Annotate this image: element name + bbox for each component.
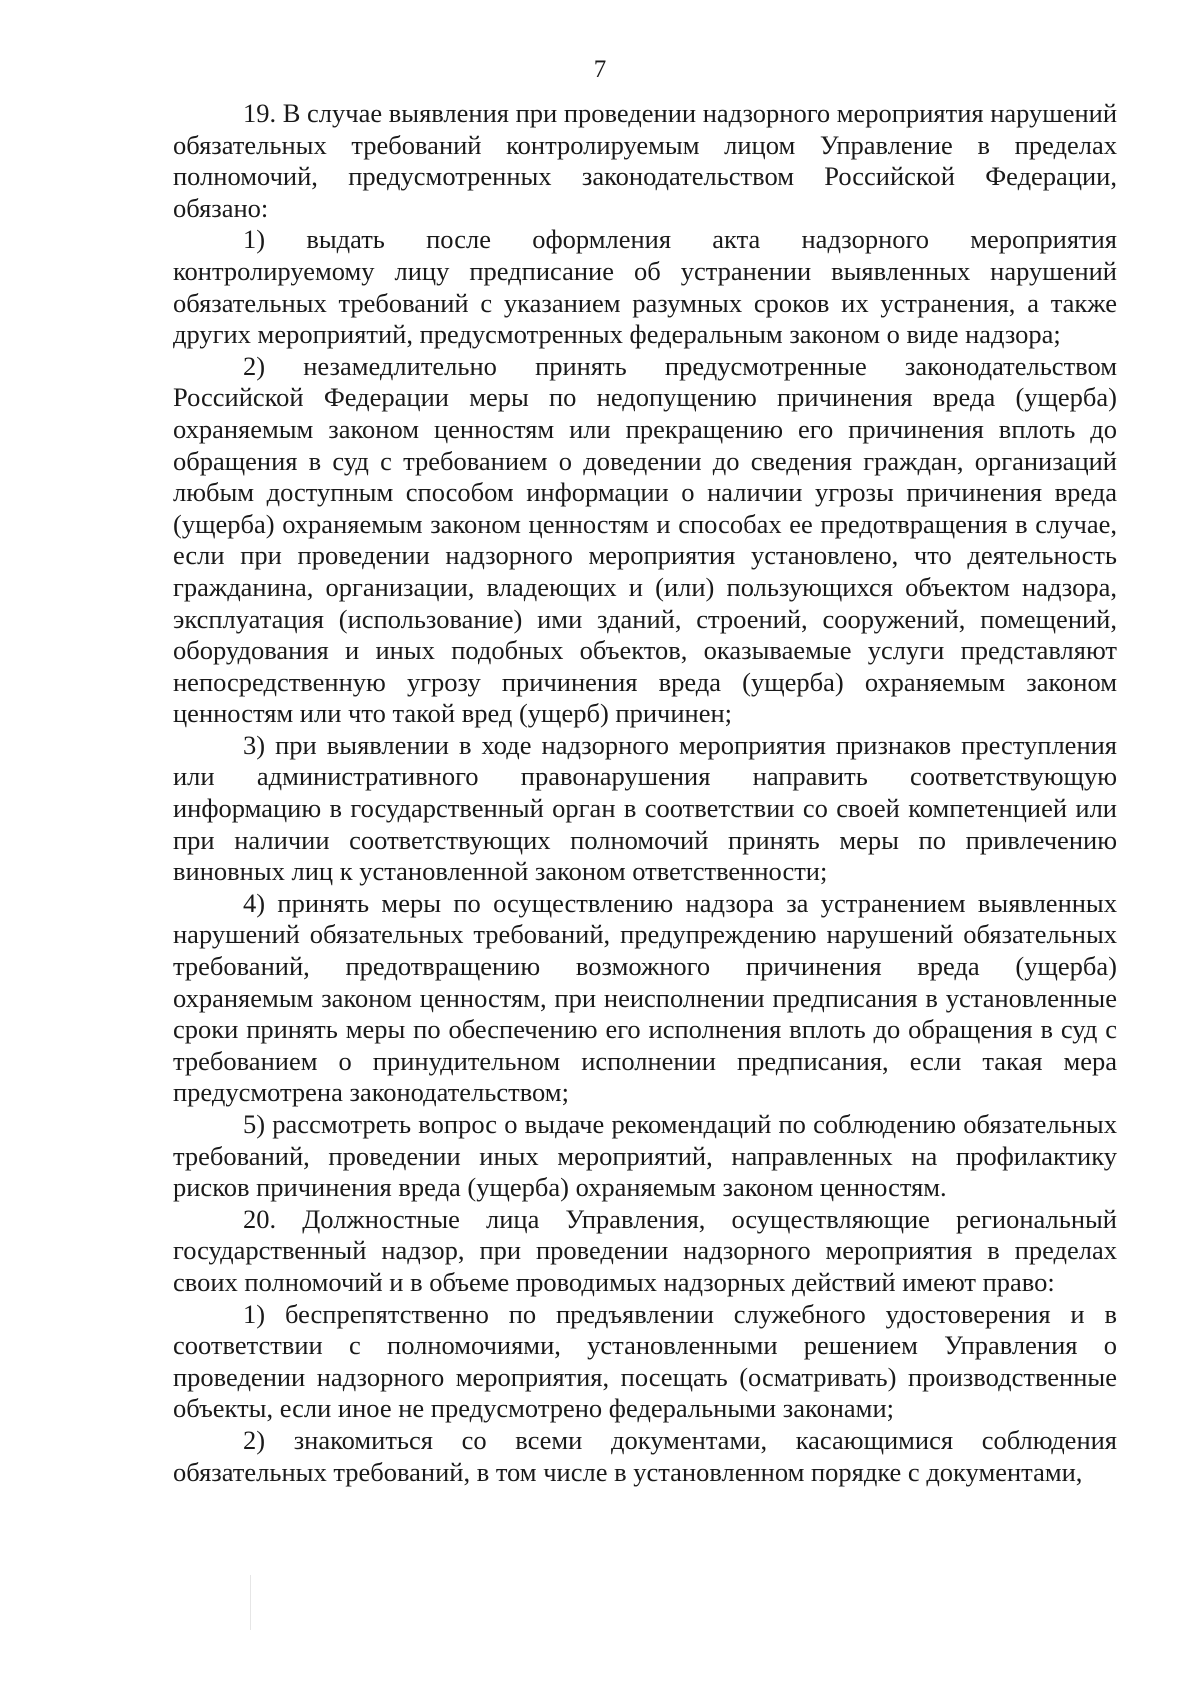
paragraph-20-item-1: 1) беспрепятственно по предъявлении служебного удостоверения и в соответствии с полномочиями, установленными решением Управления о проведении надзорного мероприятия, посещать (осматривать) производственные объекты, если иное не предусмотрено федеральными законами; bbox=[173, 1298, 1117, 1424]
paragraph-20: 20. Должностные лица Управления, осуществляющие региональный государственный надзор, при проведении надзорного мероприятия в пределах своих полномочий и в объеме проводимых надзорных действий имеют право: bbox=[173, 1203, 1117, 1297]
paragraph-19-item-4: 4) принять меры по осуществлению надзора за устранением выявленных нарушений обязательных требований, предупреждению нарушений обязательных требований, предотвращению возможного причинения вреда (ущерба) охраняемым законом ценностям, при неисполнении предписания в установленные сроки принять меры по обеспечению его исполнения вплоть до обращения в суд с требованием о принудительном исполнении предписания, если такая мера предусмотрена законодательством; bbox=[173, 887, 1117, 1108]
paragraph-19: 19. В случае выявления при проведении надзорного мероприятия нарушений обязательных требований контролируемым лицом Управление в пределах полномочий, предусмотренных законодательством Российской Федерации, обязано: bbox=[173, 98, 1117, 223]
paragraph-19-item-1: 1) выдать после оформления акта надзорного мероприятия контролируемому лицу предписание об устранении выявленных нарушений обязательных требований с указанием разумных сроков их устранения, а также других мероприятий, предусмотренных федеральным законом о виде надзора; bbox=[173, 224, 1117, 350]
paragraph-20-item-2: 2) знакомиться со всеми документами, касающимися соблюдения обязательных требований, в том числе в установленном порядке с документами, bbox=[173, 1424, 1117, 1487]
scan-artifact-line bbox=[250, 1575, 251, 1630]
page-number: 7 bbox=[593, 56, 607, 83]
paragraph-19-item-3: 3) при выявлении в ходе надзорного мероприятия признаков преступления или административного правонарушения направить соответствующую информацию в государственный орган в соответствии со своей компетенцией или при наличии соответствующих полномочий принять меры по привлечению виновных лиц к установленной законом ответственности; bbox=[173, 729, 1117, 887]
paragraph-19-item-5: 5) рассмотреть вопрос о выдаче рекомендаций по соблюдению обязательных требований, проведении иных мероприятий, направленных на профилактику рисков причинения вреда (ущерба) охраняемым законом ценностям. bbox=[173, 1109, 1117, 1203]
document-body bbox=[173, 98, 1117, 1488]
paragraph-19-item-2: 2) незамедлительно принять предусмотренные законодательством Российской Федерации меры по недопущению причинения вреда (ущерба) охраняемым законом ценностям или прекращению его причинения вплоть до обращения в суд с требованием о доведении до сведения граждан, организаций любым доступным способом информации о наличии угрозы причинения вреда (ущерба) охраняемым законом ценностям и способах ее предотвращения в случае, если при проведении надзорного мероприятия установлено, что деятельность гражданина, организации, владеющих и (или) пользующихся объектом надзора, эксплуатация (использование) ими зданий, строений, сооружений, помещений, оборудования и иных подобных объектов, оказываемые услуги представляют непосредственную угрозу причинения вреда (ущерба) охраняемым законом ценностям или что такой вред (ущерб) причинен; bbox=[173, 350, 1117, 729]
